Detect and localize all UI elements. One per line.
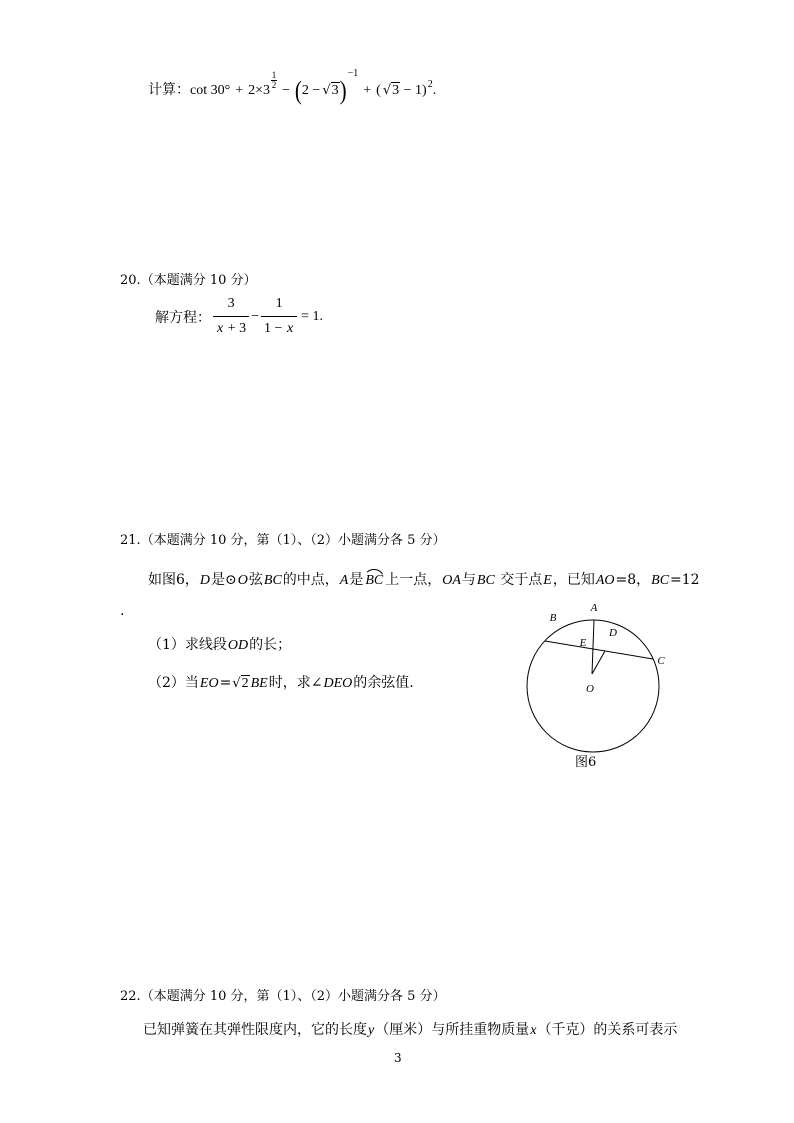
text-run: 的余弦值. bbox=[353, 675, 414, 691]
left-paren: ( bbox=[294, 75, 302, 105]
math-variable: BC bbox=[651, 573, 670, 588]
paren-exponent: −1 bbox=[347, 68, 359, 79]
q21-statement-end: . bbox=[120, 603, 125, 619]
question-number: 20. bbox=[120, 273, 141, 288]
figure-caption: 图6 bbox=[575, 755, 597, 770]
math-variable: OA bbox=[442, 573, 461, 588]
text-run: =12 bbox=[670, 572, 700, 588]
text-run: =8， bbox=[615, 572, 651, 588]
label-a: A bbox=[590, 602, 598, 614]
chord-bc bbox=[545, 641, 653, 659]
text-run: 上一点， bbox=[385, 572, 442, 588]
label-o: O bbox=[586, 683, 594, 695]
math-variable: D bbox=[199, 573, 211, 588]
text-run: 如图6， bbox=[148, 572, 199, 588]
math-variable: x bbox=[286, 321, 294, 336]
q21-part-1 bbox=[148, 636, 291, 655]
plus-sign: + bbox=[363, 83, 372, 98]
text-run: （厘米）与所挂重物质量 bbox=[375, 1022, 530, 1038]
text-run: （1）求线段 bbox=[148, 637, 227, 653]
text-run: （2）当 bbox=[148, 675, 199, 691]
right-paren: ) bbox=[339, 75, 347, 105]
math-variable: BC bbox=[476, 573, 495, 588]
numerator: 1 bbox=[275, 296, 283, 311]
equation-rhs: = 1. bbox=[301, 308, 324, 324]
figure-6-diagram bbox=[520, 595, 680, 775]
q22-statement bbox=[143, 1021, 677, 1040]
fraction-exponent bbox=[271, 71, 277, 90]
fraction bbox=[213, 296, 249, 337]
math-variable: OD bbox=[227, 638, 249, 653]
denominator bbox=[213, 316, 249, 337]
coefficient-term: 2×3 bbox=[248, 83, 271, 98]
radical-sign: √ bbox=[322, 83, 331, 98]
text-run: 交于点 bbox=[495, 572, 543, 588]
q20-equation bbox=[155, 296, 323, 337]
segment-od bbox=[592, 651, 605, 674]
math-variable: E bbox=[543, 573, 552, 588]
math-variable: DEO bbox=[323, 676, 353, 691]
text-run: 的中点， bbox=[282, 572, 339, 588]
math-variable: BE bbox=[250, 676, 268, 691]
math-variable: x bbox=[217, 321, 224, 336]
question-number: 21. bbox=[120, 533, 141, 548]
text-run: 时，求∠ bbox=[268, 675, 323, 691]
radicand: 3 bbox=[392, 83, 400, 98]
label-e: E bbox=[579, 637, 587, 649]
question-number: 22. bbox=[120, 989, 141, 1004]
square-exponent: 2 bbox=[427, 79, 433, 90]
q21-header bbox=[120, 533, 446, 549]
label-d: D bbox=[609, 627, 617, 639]
math-variable: AO bbox=[595, 573, 615, 588]
cot-term: cot 30° bbox=[190, 83, 231, 98]
text-run: + 3 bbox=[224, 321, 247, 336]
q20-prefix: 解方程： bbox=[155, 309, 211, 326]
radicand: 2 bbox=[241, 676, 249, 691]
q21-statement bbox=[148, 571, 700, 590]
text-run: （千克）的关系可表示 bbox=[537, 1022, 678, 1038]
math-variable: BC bbox=[263, 573, 282, 588]
q21-part-2 bbox=[148, 674, 414, 693]
denominator bbox=[261, 316, 297, 337]
q19-prefix: 计算： bbox=[148, 82, 190, 98]
math-variable: y bbox=[368, 1023, 375, 1038]
label-c: C bbox=[657, 655, 665, 667]
math-variable: x bbox=[530, 1023, 537, 1038]
radical-sign: √ bbox=[232, 676, 241, 691]
text-run: 已知弹簧在其弹性限度内，它的长度 bbox=[143, 1022, 367, 1038]
minus-sign: − bbox=[251, 308, 260, 324]
arc-label: BC bbox=[365, 573, 384, 588]
text-run: 与 bbox=[461, 572, 476, 588]
text-run: ，已知 bbox=[552, 572, 595, 588]
text-run: 是 bbox=[349, 572, 364, 588]
segment-oa bbox=[592, 620, 594, 674]
q20-header bbox=[120, 273, 257, 289]
math-variable: A bbox=[339, 573, 349, 588]
q22-header bbox=[120, 989, 446, 1005]
left-paren: ( bbox=[376, 83, 381, 98]
paren-tail: − 1) bbox=[400, 83, 427, 98]
text-run: 的长； bbox=[249, 637, 292, 653]
text-run: 1 − bbox=[264, 321, 286, 336]
score-note: （本题满分 10 分，第（1）、（2）小题满分各 5 分） bbox=[140, 989, 446, 1004]
q19-expression bbox=[148, 68, 437, 105]
score-note: （本题满分 10 分） bbox=[140, 273, 257, 288]
score-note: （本题满分 10 分，第（1）、（2）小题满分各 5 分） bbox=[140, 533, 446, 548]
exponent-numerator: 1 bbox=[271, 70, 277, 80]
text-run: 弦 bbox=[248, 572, 263, 588]
numerator: 3 bbox=[227, 296, 235, 311]
plus-sign: + bbox=[235, 83, 244, 98]
paren-inner: 2 − bbox=[301, 83, 321, 98]
math-variable: O bbox=[237, 573, 248, 588]
minus-sign: − bbox=[282, 83, 290, 98]
exponent-denominator: 2 bbox=[271, 80, 277, 90]
math-variable: EO bbox=[199, 676, 219, 691]
period: . bbox=[432, 83, 437, 98]
page-number: 3 bbox=[394, 1051, 402, 1065]
text-run: = bbox=[219, 675, 232, 691]
fraction bbox=[261, 296, 297, 337]
text-run: 是⊙ bbox=[211, 572, 237, 588]
label-b: B bbox=[549, 612, 557, 624]
radicand: 3 bbox=[331, 83, 339, 98]
radical-sign: √ bbox=[382, 83, 392, 98]
